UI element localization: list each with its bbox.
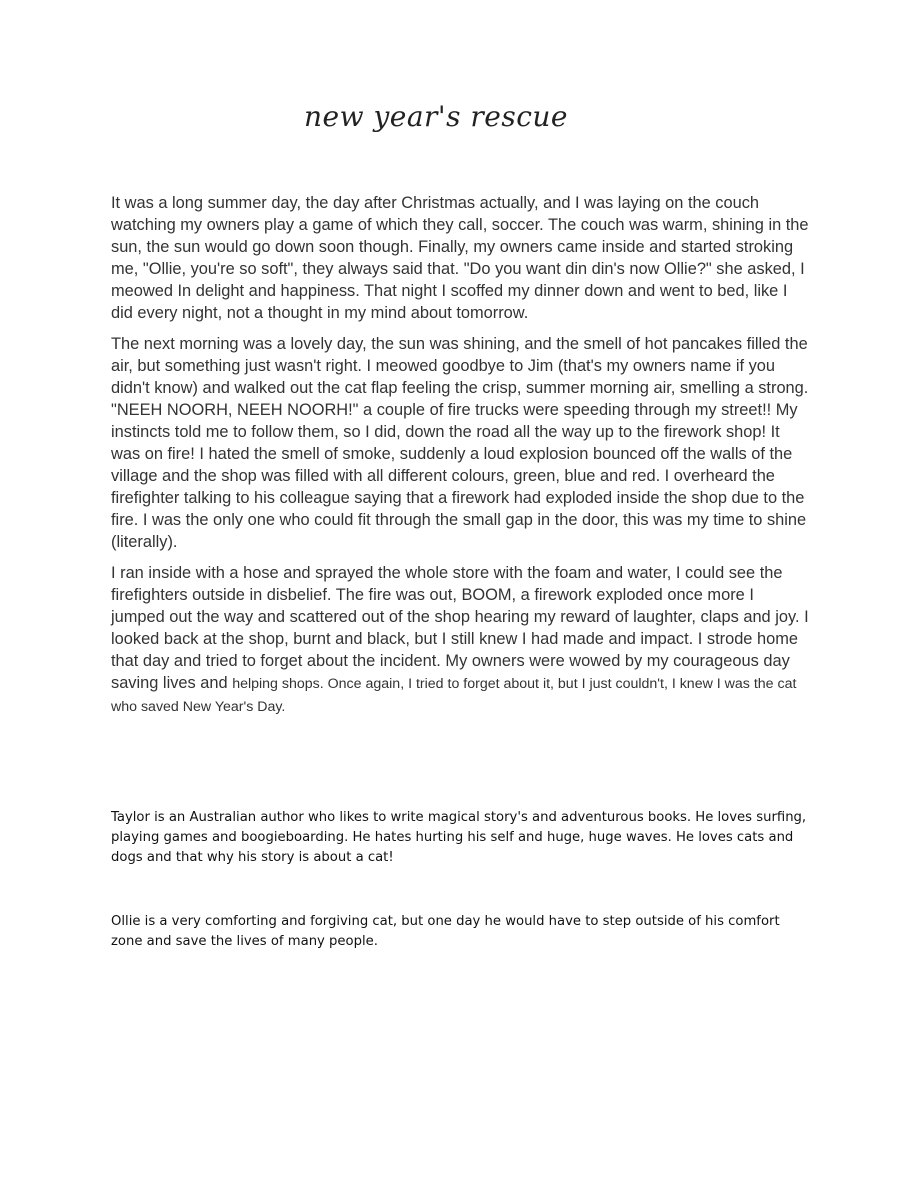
author-bio: Taylor is an Australian author who likes to write magical story's and adventurous books. He loves surfing, playing games and boogieboarding. He hates hurting his self and huge, huge waves. He loves cats and dogs and that why his story is about a cat!	[111, 810, 807, 865]
story-paragraph-3-tail: helping shops. Once again, I tried to forget about it, but I just couldn't, I knew I was the cat who saved New Year's Day.	[111, 676, 797, 715]
story-body	[111, 192, 811, 727]
story-paragraph-1: It was a long summer day, the day after Christmas actually, and I was laying on the couch watching my owners play a game of which they call, soccer. The couch was warm, shining in the sun, the sun would go down soon though. Finally, my owners came inside and started stroking me, "Ollie, you're so soft", they always said that. "Do you want din din's now Ollie?" she asked, I meowed In delight and happiness. That night I scoffed my dinner down and went to bed, like I did every night, not a thought in my mind about tomorrow.	[111, 194, 809, 322]
story-paragraph-3	[111, 562, 811, 718]
story-title: new year's rescue	[303, 100, 568, 133]
story-paragraph-2: The next morning was a lovely day, the sun was shining, and the smell of hot pancakes filled the air, but something just wasn't right. I meowed goodbye to Jim (that's my owners name if you didn't know) and walked out the cat flap feeling the crisp, summer morning air, smelling a strong. "NEEH NOORH, NEEH NOORH!" a couple of fire trucks were speeding through my street!! My instincts told me to follow them, so I did, down the road all the way up to the firework shop! It was on fire! I hated the smell of smoke, suddenly a loud explosion bounced off the walls of the village and the shop was filled with all different colours, green, blue and red. I overheard the firefighter talking to his colleague saying that a firework had exploded inside the shop due to the fire. I was the only one who could fit through the small gap in the door, this was my time to shine (literally).	[111, 335, 809, 551]
character-bio: Ollie is a very comforting and forgiving cat, but one day he would have to step outside of his comfort zone and save the lives of many people.	[111, 914, 780, 949]
story-paragraph-3-main: I ran inside with a hose and sprayed the whole store with the foam and water, I could see the firefighters outside in disbelief. The fire was out, BOOM, a firework exploded once more I jumped out the way and scattered out of the shop hearing my reward of laughter, claps and joy. I looked back at the shop, burnt and black, but I still knew I had made and impact. I strode home that day and tried to forget about the incident. My owners were wowed by my courageous day saving lives and	[111, 564, 809, 692]
